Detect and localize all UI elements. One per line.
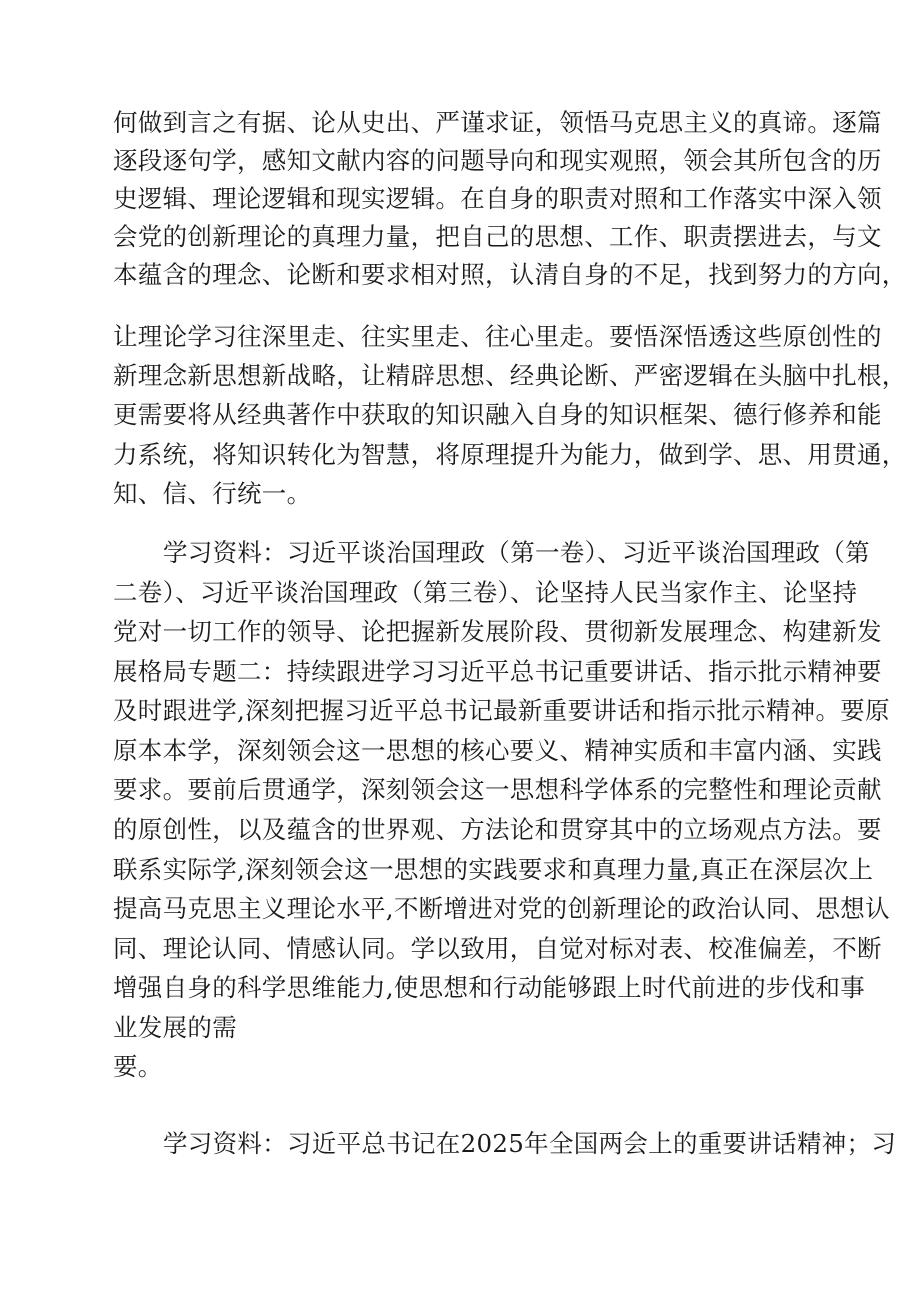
text-line: 新理念新思想新战略，让精辟思想、经典论断、严密逻辑在头脑中扎根， <box>113 361 907 390</box>
text-line: 力系统，将知识转化为智慧，将原理提升为能力，做到学、思、用贯通， <box>113 440 907 469</box>
text-line: 学习资料：习近平谈治国理政（第一卷）、习近平谈治国理政（第 <box>163 538 870 567</box>
text-line: 的原创性，以及蕴含的世界观、方法论和贯穿其中的立场观点方法。要 <box>113 815 882 844</box>
text-line: 同、理论认同、情感认同。学以致用，自觉对标对表、校准偏差，不断 <box>113 934 882 963</box>
text-line: 会党的创新理论的真理力量，把自己的思想、工作、职责摆进去，与文 <box>113 222 882 251</box>
text-line: 何做到言之有据、论从史出、严谨求证，领悟马克思主义的真谛。逐篇 <box>113 108 882 137</box>
text-line: 史逻辑、理论逻辑和现实逻辑。在自身的职责对照和工作落实中深入领 <box>113 184 882 213</box>
text-line: 本蕴含的理念、论断和要求相对照，认清自身的不足，找到努力的方向， <box>113 260 907 289</box>
text-line: 二卷）、习近平谈治国理政（第三卷）、论坚持人民当家作主、论坚持 <box>113 578 858 607</box>
text-line: 原本本学，深刻领会这一思想的核心要义、精神实质和丰富内涵、实践 <box>113 736 882 765</box>
text-line: 及时跟进学,深刻把握习近平总书记最新重要讲话和指示批示精神。要原 <box>113 696 890 725</box>
text-line: 让理论学习往深里走、往实里走、往心里走。要悟深悟透这些原创性的 <box>113 322 882 351</box>
text-line: 要。 <box>113 1052 163 1081</box>
text-line: 学习资料：习近平总书记在2025年全国两会上的重要讲话精神；习 <box>163 1129 897 1158</box>
text-line: 增强自身的科学思维能力,使思想和行动能够跟上时代前进的步伐和事 <box>113 973 866 1002</box>
text-line: 知、信、行统一。 <box>113 479 312 508</box>
text-line: 要求。要前后贯通学，深刻领会这一思想科学体系的完整性和理论贡献 <box>113 775 882 804</box>
text-line: 提高马克思主义理论水平,不断增进对党的创新理论的政治认同、思想认 <box>113 894 890 923</box>
text-line: 展格局专题二：持续跟进学习习近平总书记重要讲话、指示批示精神要 <box>113 657 882 686</box>
text-line: 党对一切工作的领导、论把握新发展阶段、贯彻新发展理念、构建新发 <box>113 617 882 646</box>
text-line: 联系实际学,深刻领会这一思想的实践要求和真理力量,真正在深层次上 <box>113 855 874 884</box>
text-line: 更需要将从经典著作中获取的知识融入自身的知识框架、德行修养和能 <box>113 400 882 429</box>
text-line: 逐段逐句学，感知文献内容的问题导向和现实观照，领会其所包含的历 <box>113 146 882 175</box>
text-line: 业发展的需 <box>113 1013 237 1042</box>
